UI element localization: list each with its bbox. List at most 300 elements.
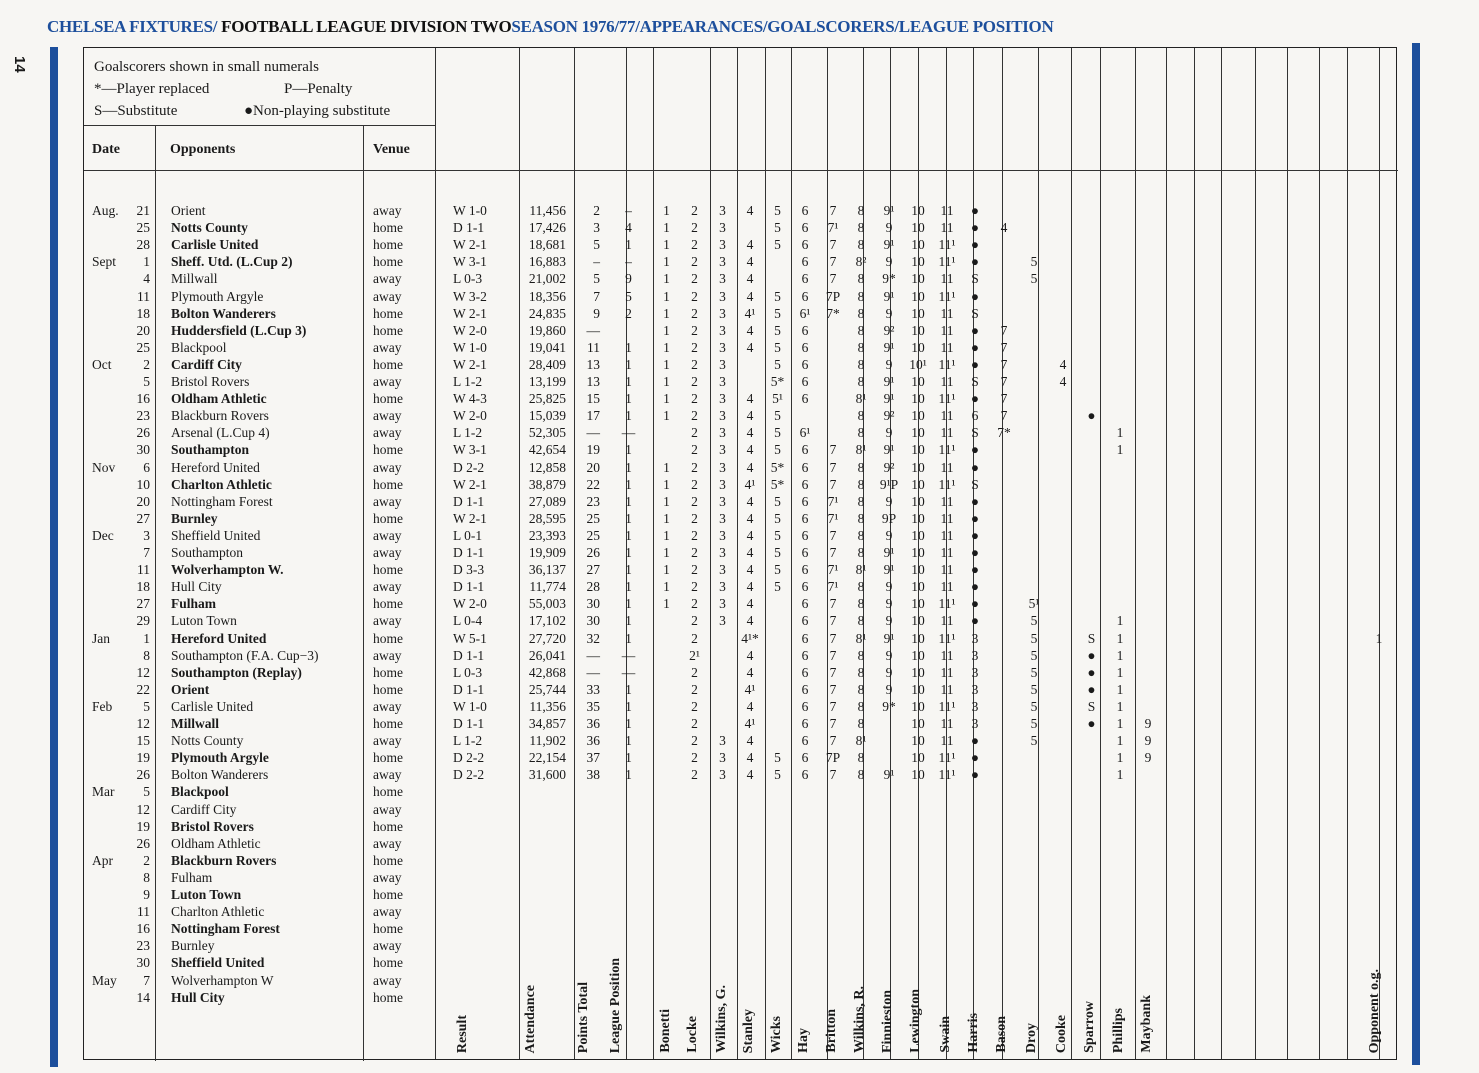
table-row: [84, 869, 1398, 886]
opponent-name: Southampton: [171, 442, 250, 458]
table-row: [84, 801, 1398, 818]
venue: away: [373, 938, 402, 954]
venue: home: [373, 664, 403, 680]
player-cell: 1: [663, 305, 670, 321]
table-row: [84, 493, 1398, 510]
attendance: 18,681: [528, 237, 566, 253]
player-cell: 10: [911, 408, 925, 424]
legend-replaced: *—Player replaced: [94, 81, 210, 97]
player-cell: 10: [911, 596, 925, 612]
attendance: 42,654: [528, 442, 566, 458]
opponent-name: Blackpool: [171, 784, 229, 800]
league-position: 4: [625, 220, 632, 236]
player-cell: 3: [719, 408, 726, 424]
player-cell: ●: [970, 750, 980, 766]
venue: away: [373, 613, 402, 629]
player-cell: 2: [691, 510, 698, 526]
player-cell: 4: [746, 562, 754, 578]
player-cell: 8: [857, 459, 865, 475]
player-cell: 5: [1030, 647, 1038, 663]
opponent-name: Southampton (Replay): [171, 664, 302, 680]
player-cell: 3: [719, 220, 726, 236]
opponent-name: Hull City: [171, 579, 222, 595]
result: W 5-1: [453, 630, 487, 646]
player-cell: 6¹: [799, 425, 811, 441]
points-total: 38: [586, 767, 600, 783]
player-cell: 10¹: [909, 356, 927, 372]
player-cell: 4: [746, 545, 754, 560]
venue: away: [373, 698, 402, 714]
player-cell: 8: [857, 545, 865, 560]
venue: away: [373, 374, 402, 389]
player-cell: 7: [829, 681, 837, 697]
league-position: 2: [625, 305, 632, 321]
table-row: [84, 612, 1398, 629]
league-position: 5: [625, 288, 632, 304]
player-cell: 6: [801, 664, 809, 680]
player-cell: 8: [857, 322, 865, 338]
player-cell: 4: [746, 493, 754, 509]
player-cell: 4: [746, 425, 754, 441]
player-cell: 9: [885, 254, 893, 270]
player-cell: 9*: [882, 271, 896, 287]
player-cell: 2: [691, 750, 698, 766]
date-day: 30: [136, 442, 150, 458]
player-cell: 9¹: [883, 288, 895, 304]
player-cell: 3: [719, 733, 726, 749]
player-cell: 8: [857, 698, 865, 714]
date-day: 12: [136, 801, 150, 817]
date-day: 20: [136, 493, 150, 509]
result: D 2-2: [453, 767, 485, 783]
attendance: 11,456: [529, 203, 566, 218]
player-cell: 9: [885, 613, 893, 629]
player-cell: 1: [663, 203, 670, 218]
player-cell: S: [1087, 698, 1096, 714]
player-cell: 6: [971, 408, 979, 424]
table-row: [84, 852, 1398, 869]
player-cell: 3: [719, 391, 726, 407]
player-cell: 11: [940, 681, 954, 697]
player-cell: 1: [1116, 698, 1124, 714]
player-cell: 7¹: [827, 579, 839, 595]
player-cell: 6: [801, 339, 809, 355]
league-position: 1: [625, 356, 632, 372]
points-total: —: [586, 664, 600, 680]
date-day: 30: [136, 955, 150, 971]
opponent-name: Plymouth Argyle: [171, 750, 269, 766]
date-day: 19: [136, 818, 150, 834]
player-cell: 3: [719, 322, 726, 338]
player-cell: 7: [829, 545, 837, 560]
table-row: [84, 339, 1398, 356]
result: W 1-0: [453, 698, 487, 714]
points-total: 11: [587, 339, 600, 355]
attendance: 25,744: [528, 681, 566, 697]
result: W 2-0: [453, 596, 487, 612]
opponent-name: Carlisle United: [171, 237, 259, 253]
opponent-name: Oldham Athletic: [171, 835, 261, 851]
points-total: 22: [586, 476, 600, 492]
header-player-14: Cooke: [1054, 1014, 1069, 1053]
result: W 3-1: [453, 254, 487, 270]
opponent-name: Fulham: [171, 596, 217, 612]
date-month: Dec: [92, 527, 114, 543]
player-cell: 6: [801, 613, 809, 629]
player-cell: 5: [774, 408, 781, 424]
legend-substitute: S—Substitute: [94, 103, 178, 119]
player-cell: 3: [719, 767, 726, 783]
opponent-name: Southampton (F.A. Cup−3): [171, 647, 319, 663]
opponent-name: Arsenal (L.Cup 4): [171, 425, 270, 441]
attendance: 17,426: [528, 220, 566, 236]
player-cell: ●: [970, 339, 980, 355]
player-cell: ●: [970, 220, 980, 236]
venue: away: [373, 408, 402, 424]
player-cell: 8²: [855, 254, 867, 270]
player-cell: 10: [911, 254, 925, 270]
date-month: Aug.: [92, 203, 119, 218]
table-row: [84, 305, 1398, 322]
player-cell: 11¹: [938, 630, 956, 646]
player-cell: 3: [719, 442, 726, 458]
attendance: 21,002: [528, 271, 566, 287]
player-cell: 7: [829, 203, 837, 218]
venue: home: [373, 562, 403, 578]
header-rule-2: [84, 170, 1398, 171]
header-player-0: Bonetti: [658, 1009, 673, 1053]
player-cell: 9: [885, 305, 893, 321]
player-cell: ●: [970, 237, 980, 253]
player-cell: 9¹: [883, 391, 895, 407]
player-cell: 7¹: [827, 510, 839, 526]
player-cell: 9²: [883, 459, 895, 475]
player-cell: 5*: [770, 476, 785, 492]
fixtures-table: [83, 47, 1397, 1060]
league-position: 1: [625, 459, 632, 475]
attendance: 15,039: [528, 408, 566, 424]
attendance: 34,857: [528, 716, 566, 731]
player-cell: 10: [911, 664, 925, 680]
points-total: 19: [586, 442, 600, 458]
league-position: 1: [625, 579, 632, 595]
player-cell: 11: [940, 203, 954, 218]
player-cell: 8: [857, 476, 865, 492]
league-position: —: [621, 647, 636, 663]
player-cell: 4: [1059, 374, 1067, 389]
table-row: [84, 954, 1398, 971]
venue: away: [373, 835, 402, 851]
player-cell: 1: [1116, 630, 1124, 646]
player-cell: ●: [1087, 664, 1096, 680]
table-row: [84, 989, 1398, 1006]
attendance: 55,003: [528, 596, 566, 612]
player-cell: 9: [1144, 716, 1152, 731]
attendance: 17,102: [528, 613, 566, 629]
league-position: 1: [625, 510, 632, 526]
venue: away: [373, 972, 402, 988]
header-player-12: Bason: [994, 1016, 1009, 1053]
date-day: 18: [136, 579, 150, 595]
attendance: 25,825: [528, 391, 566, 407]
player-cell: 10: [911, 767, 925, 783]
date-day: 8: [143, 647, 150, 663]
venue: home: [373, 716, 403, 731]
player-cell: 2: [691, 442, 698, 458]
player-cell: 6¹: [799, 305, 811, 321]
venue: home: [373, 630, 403, 646]
date-month: Sept: [92, 254, 117, 270]
player-cell: 5: [1030, 630, 1038, 646]
player-cell: ●: [970, 579, 980, 595]
points-total: 37: [586, 750, 600, 766]
result: D 2-2: [453, 459, 485, 475]
player-cell: 7*: [997, 425, 1011, 441]
player-cell: 2¹: [689, 647, 700, 663]
player-cell: 8: [857, 237, 865, 253]
player-cell: 7: [1000, 339, 1008, 355]
points-total: 7: [593, 288, 600, 304]
player-cell: 5: [774, 203, 781, 218]
header-player-7: Wilkins, R.: [852, 985, 867, 1053]
venue: home: [373, 442, 403, 458]
opponent-name: Bristol Rovers: [171, 374, 250, 389]
points-total: 2: [593, 203, 600, 218]
points-total: 25: [586, 527, 600, 543]
player-cell: ●: [970, 322, 980, 338]
player-cell: 7*: [826, 305, 840, 321]
player-cell: 2: [691, 459, 698, 475]
date-month: Apr: [92, 852, 113, 868]
player-cell: 1: [1116, 425, 1124, 441]
table-row: [84, 476, 1398, 493]
opponent-og-cell: 1: [1375, 630, 1383, 646]
date-day: 11: [137, 288, 150, 304]
points-total: 30: [586, 596, 600, 612]
attendance: 19,860: [528, 322, 566, 338]
venue: away: [373, 288, 402, 304]
player-cell: 3: [719, 579, 726, 595]
player-cell: 6: [801, 237, 809, 253]
player-cell: ●: [1087, 681, 1096, 697]
league-position: –: [625, 203, 632, 218]
player-cell: 10: [911, 374, 925, 389]
player-cell: 11¹: [938, 237, 956, 253]
venue: home: [373, 356, 403, 372]
player-cell: 7: [829, 442, 837, 458]
opponent-name: Blackburn Rovers: [171, 852, 277, 868]
player-cell: 10: [911, 647, 925, 663]
points-total: 36: [586, 716, 600, 731]
table-row: [84, 818, 1398, 835]
opponent-name: Millwall: [171, 716, 219, 731]
opponent-name: Orient: [171, 203, 206, 218]
player-cell: 6: [801, 630, 809, 646]
table-row: [84, 407, 1398, 424]
player-cell: 4¹*: [741, 630, 759, 646]
opponent-name: Burnley: [171, 938, 215, 954]
player-cell: ●: [1087, 408, 1096, 424]
player-cell: 7: [829, 664, 837, 680]
player-cell: ●: [970, 493, 980, 509]
date-day: 29: [136, 613, 150, 629]
player-cell: 10: [911, 750, 925, 766]
venue: away: [373, 545, 402, 560]
player-cell: 6: [801, 271, 809, 287]
venue: away: [373, 904, 402, 920]
player-cell: 1: [1116, 442, 1124, 458]
player-cell: 7: [829, 476, 837, 492]
result: D 1-1: [453, 716, 485, 731]
player-cell: 11¹: [938, 750, 956, 766]
player-cell: 5: [774, 237, 781, 253]
player-cell: 7: [829, 733, 837, 749]
player-cell: 4: [746, 408, 754, 424]
player-cell: 3: [719, 493, 726, 509]
player-cell: 4¹: [744, 476, 756, 492]
player-cell: 4: [746, 750, 754, 766]
player-cell: ●: [970, 562, 980, 578]
player-cell: 10: [911, 391, 925, 407]
date-day: 11: [137, 562, 150, 578]
player-cell: 8: [857, 408, 865, 424]
player-cell: 1: [1116, 767, 1124, 783]
result: L 0-4: [453, 613, 483, 629]
points-total: 5: [593, 271, 600, 287]
player-cell: 7: [829, 630, 837, 646]
league-position: 1: [625, 596, 632, 612]
player-cell: 9: [885, 527, 893, 543]
player-cell: 4¹: [744, 681, 756, 697]
player-cell: 6: [801, 459, 809, 475]
attendance: 36,137: [528, 562, 566, 578]
player-cell: 8: [857, 767, 865, 783]
player-cell: 5: [1030, 254, 1038, 270]
player-cell: 9¹: [883, 442, 895, 458]
table-row: [84, 647, 1398, 664]
player-cell: 8¹: [855, 442, 867, 458]
points-total: 36: [586, 733, 600, 749]
header-player-15: Sparrow: [1082, 1001, 1097, 1053]
player-cell: 5: [774, 767, 781, 783]
points-total: —: [586, 425, 600, 441]
date-day: 21: [136, 203, 150, 218]
player-cell: 9P: [881, 510, 897, 526]
date-month: Nov: [92, 459, 116, 475]
points-total: 3: [593, 220, 600, 236]
table-row: [84, 561, 1398, 578]
points-total: 32: [586, 630, 600, 646]
player-cell: 2: [691, 288, 698, 304]
player-cell: 4: [746, 203, 754, 218]
venue: away: [373, 801, 402, 817]
player-cell: 8: [857, 750, 865, 766]
opponent-name: Bolton Wanderers: [171, 305, 276, 321]
table-row: [84, 288, 1398, 305]
right-blue-bar: [1412, 43, 1420, 1065]
player-cell: 3: [971, 647, 979, 663]
player-cell: 3: [719, 510, 726, 526]
player-cell: 3: [971, 698, 979, 714]
player-cell: 5: [774, 579, 781, 595]
player-cell: 11: [940, 220, 954, 236]
attendance: 27,089: [528, 493, 566, 509]
player-cell: 1: [663, 408, 670, 424]
player-cell: 6: [801, 681, 809, 697]
player-cell: ●: [970, 733, 980, 749]
legend-line-1: Goalscorers shown in small numerals: [94, 59, 319, 75]
player-cell: 6: [801, 767, 809, 783]
player-cell: 11¹: [938, 254, 956, 270]
player-cell: 4: [746, 339, 754, 355]
date-day: 16: [136, 391, 150, 407]
player-cell: 8: [857, 339, 865, 355]
opponent-name: Notts County: [171, 220, 248, 236]
date-day: 27: [136, 510, 150, 526]
table-row: [84, 783, 1398, 800]
attendance: 11,902: [529, 733, 566, 749]
player-cell: 8: [857, 510, 865, 526]
player-cell: 4: [746, 271, 754, 287]
player-cell: 1: [1116, 733, 1124, 749]
player-cell: 9: [885, 664, 893, 680]
player-cell: 10: [911, 698, 925, 714]
player-cell: 3: [971, 716, 979, 731]
player-cell: 8: [857, 220, 865, 236]
player-cell: 5: [774, 750, 781, 766]
player-cell: 1: [663, 356, 670, 372]
header-player-4: Wicks: [769, 1015, 784, 1053]
player-cell: 11: [940, 716, 954, 731]
venue: home: [373, 784, 403, 800]
player-cell: 2: [691, 305, 698, 321]
opponent-name: Cardiff City: [171, 801, 237, 817]
player-cell: 10: [911, 288, 925, 304]
header-player-6: Britton: [824, 1009, 839, 1053]
result: W 2-1: [453, 356, 487, 372]
player-cell: 10: [911, 220, 925, 236]
player-cell: 4: [1000, 220, 1008, 236]
player-cell: 7¹: [827, 562, 839, 578]
opponent-name: Nottingham Forest: [171, 493, 273, 509]
league-position: 1: [625, 493, 632, 509]
player-cell: 1: [663, 339, 670, 355]
player-cell: 2: [691, 391, 698, 407]
header-part-1: CHELSEA FIXTURES/: [47, 17, 218, 36]
player-cell: 4: [746, 613, 754, 629]
points-total: 13: [586, 356, 600, 372]
player-cell: 8: [857, 493, 865, 509]
opponent-name: Charlton Athletic: [171, 476, 272, 492]
player-cell: 3: [719, 203, 726, 218]
points-total: 27: [586, 562, 600, 578]
table-row: [84, 732, 1398, 749]
page-header: [47, 17, 1053, 37]
date-day: 2: [143, 852, 150, 868]
player-cell: 8¹: [855, 562, 867, 578]
player-cell: 11: [940, 271, 954, 287]
venue: away: [373, 733, 402, 749]
opponent-name: Blackburn Rovers: [171, 408, 269, 424]
player-cell: 6: [801, 322, 809, 338]
league-position: –: [625, 254, 632, 270]
table-row: [84, 390, 1398, 407]
player-cell: 9¹: [883, 203, 895, 218]
opponent-name: Hereford United: [171, 630, 267, 646]
player-cell: 8: [857, 647, 865, 663]
player-cell: 7: [829, 716, 837, 731]
date-day: 16: [136, 921, 150, 937]
